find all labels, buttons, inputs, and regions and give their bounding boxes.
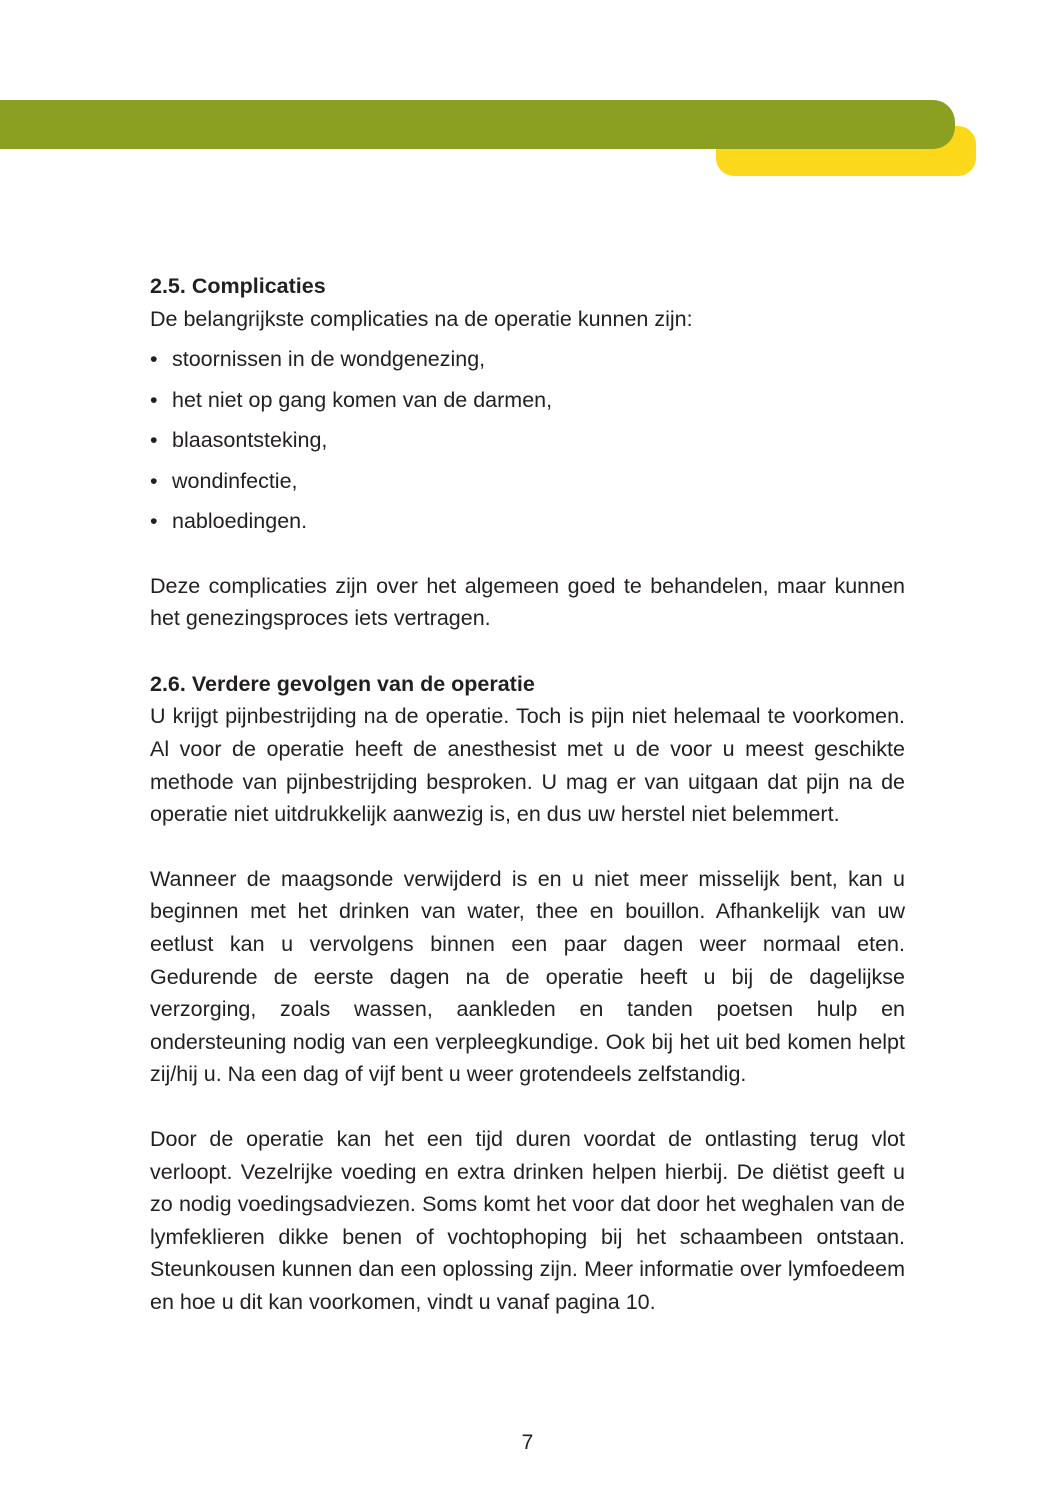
paragraph-pain-relief: U krijgt pijnbestrijding na de operatie. Toch is pijn niet helemaal te voorkomen. Al voor de operatie heeft de anesthesist met u de voor u meest geschikte methode van pijnbestrijding besproken. U mag er van uitgaan dat pijn na de operatie niet uitdrukkelijk aanwezig is, en dus uw herstel niet belemmert. (150, 704, 905, 827)
list-item-text: het niet op gang komen van de darmen, (172, 387, 553, 412)
list-item-text: wondinfectie, (172, 468, 298, 493)
paragraph-eating-care: Wanneer de maagsonde verwijderd is en u niet meer misselijk bent, kan u beginnen met het drinken van water, thee en bouillon. Afhankelijk van uw eetlust kan u vervolgens binnen een paar dagen weer normaal eten. Gedurende de eerste dagen na de operatie heeft u bij de dagelijkse verzorging, zoals wassen, aankleden en tanden poetsen hulp en ondersteuning nodig van een verpleegkundige. Ook bij het uit bed komen helpt zij/hij u. Na een dag of vijf bent u weer grotendeels zelfstandig. (150, 866, 905, 1087)
page-number: 7 (521, 1431, 534, 1454)
list-item (150, 380, 905, 421)
list-item-text: nabloedingen. (172, 509, 308, 534)
list-item (150, 461, 905, 502)
paragraph-bowel-lymph: Door de operatie kan het een tijd duren voordat de ontlasting terug vlot verloopt. Vezelrijke voeding en extra drinken helpen hierbij. De diëtist geeft u zo nodig voedingsadviezen. Soms komt het voor dat door het weghalen van de lymfeklieren dikke benen of vochtophoping bij het schaambeen ontstaan. Steunkousen kunnen dan een oplossing zijn. Meer informatie over lymfoedeem en hoe u dit kan voorkomen, vindt u vanaf pagina 10. (150, 1127, 905, 1314)
complications-closing-paragraph: Deze complicaties zijn over het algemeen goed te behandelen, maar kunnen het genezingsproces iets vertragen. (150, 573, 905, 631)
bullet-icon: • (150, 428, 158, 453)
header-bar-green (0, 100, 955, 149)
section-heading-verdere-gevolgen: 2.6. Verdere gevolgen van de operatie (150, 671, 535, 696)
list-item (150, 339, 905, 380)
list-item (150, 501, 905, 542)
complications-list (150, 339, 905, 542)
list-item (150, 420, 905, 461)
list-item-text: blaasontsteking, (172, 428, 328, 453)
section-heading-complicaties: 2.5. Complicaties (150, 274, 326, 298)
section-intro: De belangrijkste complicaties na de operatie kunnen zijn: (150, 306, 693, 331)
list-item-text: stoornissen in de wondgenezing, (172, 347, 486, 372)
bullet-icon: • (150, 347, 158, 372)
bullet-icon: • (150, 387, 158, 412)
page-content (150, 270, 905, 1319)
bullet-icon: • (150, 509, 158, 534)
bullet-icon: • (150, 468, 158, 493)
